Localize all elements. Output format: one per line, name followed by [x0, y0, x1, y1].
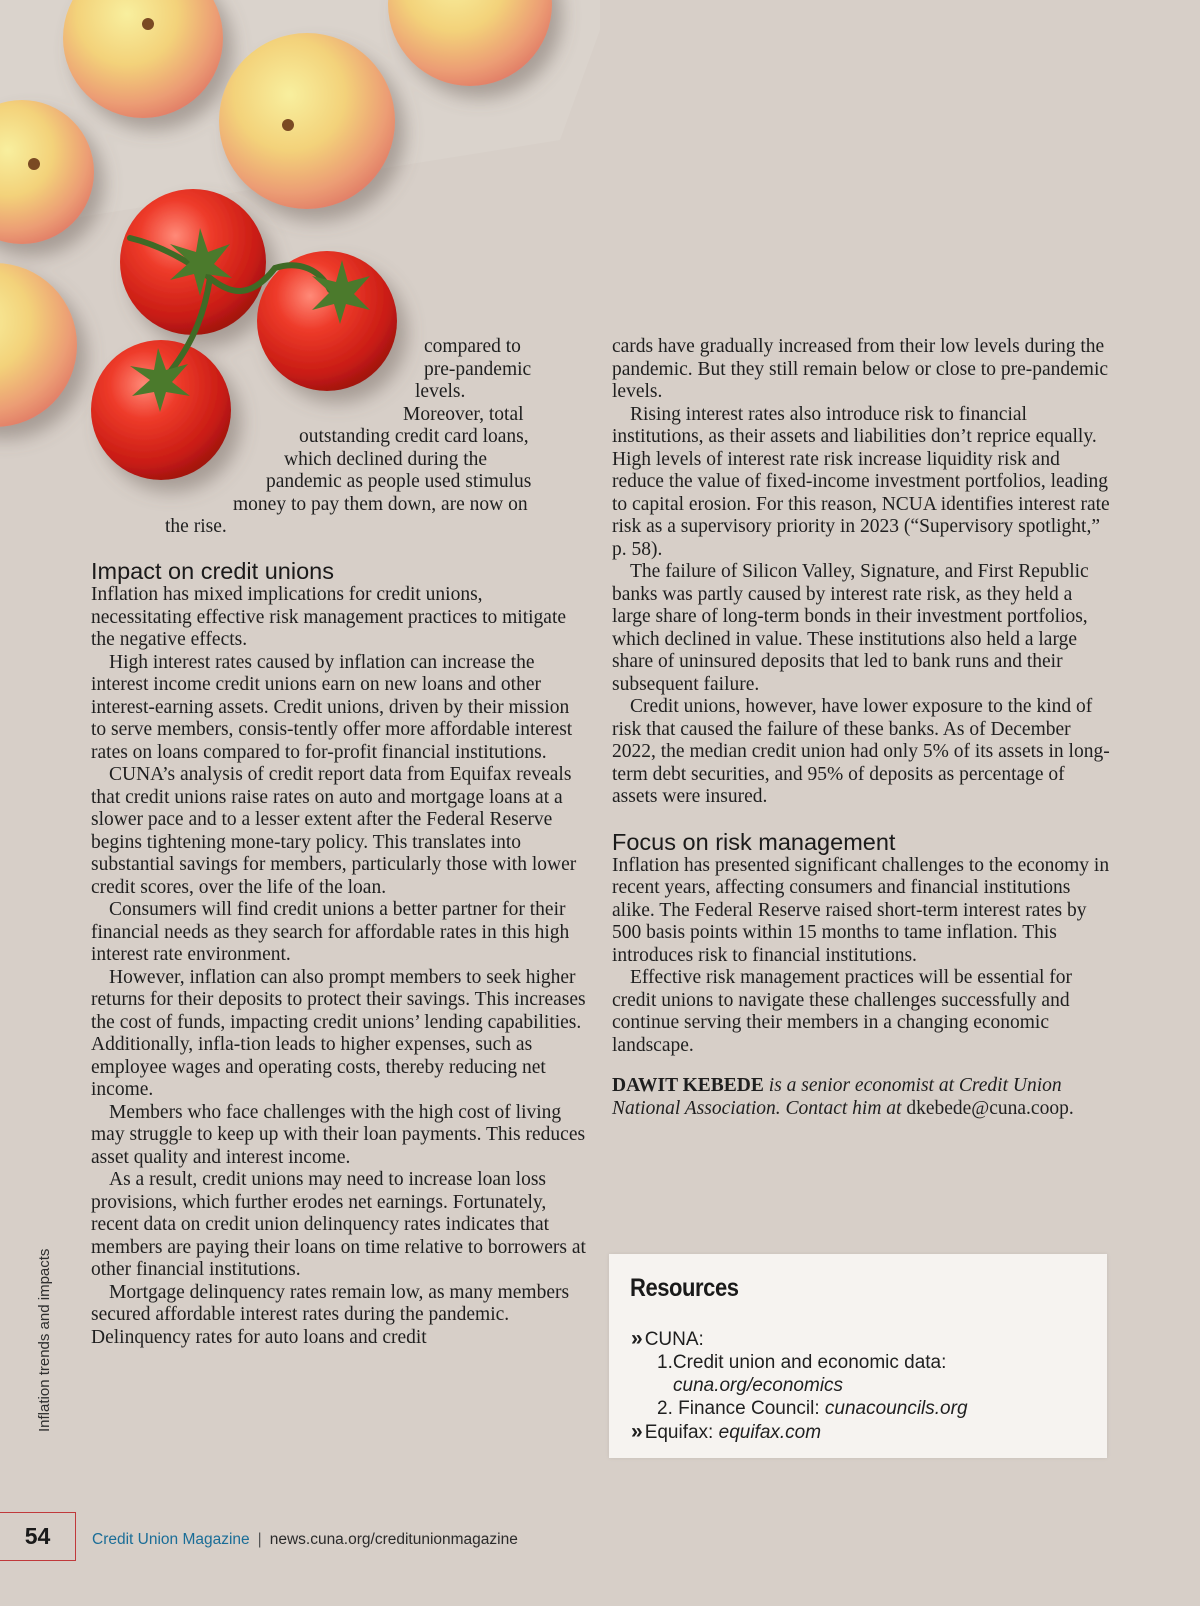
resources-box	[609, 1254, 1107, 1458]
magazine-name[interactable]: Credit Union Magazine	[92, 1531, 250, 1548]
resource-cuna	[631, 1327, 968, 1351]
section-heading-risk: Focus on risk management	[612, 828, 896, 855]
wrap-line: outstanding credit card loans,	[299, 426, 529, 447]
paragraph: CUNA’s analysis of credit report data from Equifax reveals that credit unions raise rates on auto and mortgage loans at a slower pace and to a lesser extent after the Federal Reserve begins tightening mone-tary policy. This translates into substantial savings for members, particularly those with lower credit scores, over the life of the loan.	[91, 764, 577, 898]
author-role: is a senior economist at Credit Union National Association. Contact him at	[612, 1075, 1062, 1119]
paragraph: Inflation has mixed implications for credit unions, necessitating effective risk management practices to mitigate the negative effects.	[91, 584, 567, 650]
author-email[interactable]: dkebede@cuna.coop.	[906, 1097, 1074, 1119]
paragraph: Inflation has presented significant challenges to the economy in recent years, affecting consumers and financial institutions alike. The Federal Reserve raised short-term interest rates by 500 basis points within 15 months to tame inflation. This introduces risk to financial institutions.	[612, 854, 1110, 966]
resource-link-economics[interactable]: cuna.org/economics	[673, 1375, 844, 1396]
chevron-bullet-icon: »	[631, 1327, 643, 1350]
resource-sub-item: 1.Credit union and economic data:	[657, 1352, 947, 1373]
paragraph: Mortgage delinquency rates remain low, as many members secured affordable interest rates during the pandemic. Delinquency rates for auto loans and credit	[91, 1281, 570, 1348]
resources-title: Resources	[630, 1274, 739, 1302]
chevron-bullet-icon: »	[631, 1420, 643, 1443]
paragraph: cards have gradually increased from their low levels during the pandemic. But they still remain below or close to pre-pandemic levels.	[612, 336, 1109, 402]
page-number: 54	[0, 1512, 76, 1561]
paragraph: However, inflation can also prompt members to seek higher returns for their deposits to protect their savings. This increases the cost of funds, impacting credit unions’ lending capabilities. Additionally, infla-tion leads to higher expenses, such as employee wages and operating costs, thereby reducing net income.	[91, 966, 586, 1100]
peach-3	[219, 33, 395, 209]
right-column	[612, 336, 1110, 1120]
paragraph: The failure of Silicon Valley, Signature, and First Republic banks was partly caused by interest rate risk, as they held a large share of long-term bonds in their investment portfolios, which declined in value. These institutions also held a large share of uninsured deposits that led to bank runs and their subsequent failure.	[612, 561, 1089, 695]
section-side-tab: Inflation trends and impacts	[36, 1248, 53, 1432]
paragraph: Rising interest rates also introduce risk to financial institutions, as their assets and liabilities don’t reprice equally. High levels of interest rate risk increase liquidity risk and reduce the value of fixed-income investment portfolios, leading to capital erosion. For this reason, NCUA identifies interest rate risk as a supervisory priority in 2023 (“Supervisory spotlight,” p. 58).	[612, 403, 1110, 560]
left-column	[91, 558, 587, 1349]
paragraph: As a result, credit unions may need to increase loan loss provisions, which further erodes net earnings. Fortunately, recent data on credit union delinquency rates indicates that members are paying their loans on time relative to borrowers at other financial institutions.	[91, 1169, 586, 1280]
footer-separator: |	[257, 1531, 262, 1548]
author-bio	[612, 1075, 1110, 1120]
wrap-line: the rise.	[165, 516, 227, 537]
paragraph: High interest rates caused by inflation can increase the interest income credit unions earn on new loans and other interest-earning assets. Credit unions, driven by their mission to serve members, consis-tently offer more affordable interest rates on loans compared to for-profit financial institutions.	[91, 651, 573, 763]
paragraph: Credit unions, however, have lower exposure to the kind of risk that caused the failure of these banks. As of December 2022, the median credit union had only 5% of its assets in long-term debt securities, and 95% of deposits as percentage of assets were insured.	[612, 696, 1110, 807]
resource-label: CUNA:	[644, 1329, 704, 1350]
resource-equifax	[631, 1420, 968, 1444]
wrap-line: Moreover, total	[403, 403, 524, 425]
paragraph: Effective risk management practices will be essential for credit unions to navigate these challenges successfully and continue serving their members in a changing economic landscape.	[612, 967, 1073, 1056]
section-heading-impact: Impact on credit unions	[91, 558, 334, 584]
resource-label: 2. Finance Council:	[657, 1398, 825, 1419]
resources-list	[631, 1327, 968, 1444]
resource-link-equifax[interactable]: equifax.com	[718, 1422, 822, 1443]
wrap-line: levels.	[415, 381, 466, 402]
wrap-line: money to pay them down, are now on	[233, 493, 528, 515]
wrap-line: which declined during the	[284, 448, 488, 470]
peach-5	[0, 263, 77, 427]
wrap-line: pandemic as people used stimulus	[266, 471, 532, 492]
wrap-line: pre-pandemic	[424, 358, 532, 380]
paragraph: Consumers will find credit unions a better partner for their financial needs as they search for affordable rates in this high interest rate environment.	[91, 899, 570, 965]
tomato-2	[257, 251, 397, 391]
author-name: DAWIT KEBEDE	[612, 1075, 764, 1096]
paragraph: Members who face challenges with the high cost of living may struggle to keep up with their loan payments. This reduces asset quality and interest income.	[91, 1101, 586, 1168]
footer	[92, 1531, 518, 1549]
resource-sub-item	[631, 1397, 968, 1420]
magazine-url[interactable]: news.cuna.org/creditunionmagazine	[269, 1531, 518, 1548]
resource-link-councils[interactable]: cunacouncils.org	[824, 1398, 968, 1419]
resource-label: Equifax:	[644, 1422, 719, 1443]
wrap-line: compared to	[424, 336, 521, 357]
